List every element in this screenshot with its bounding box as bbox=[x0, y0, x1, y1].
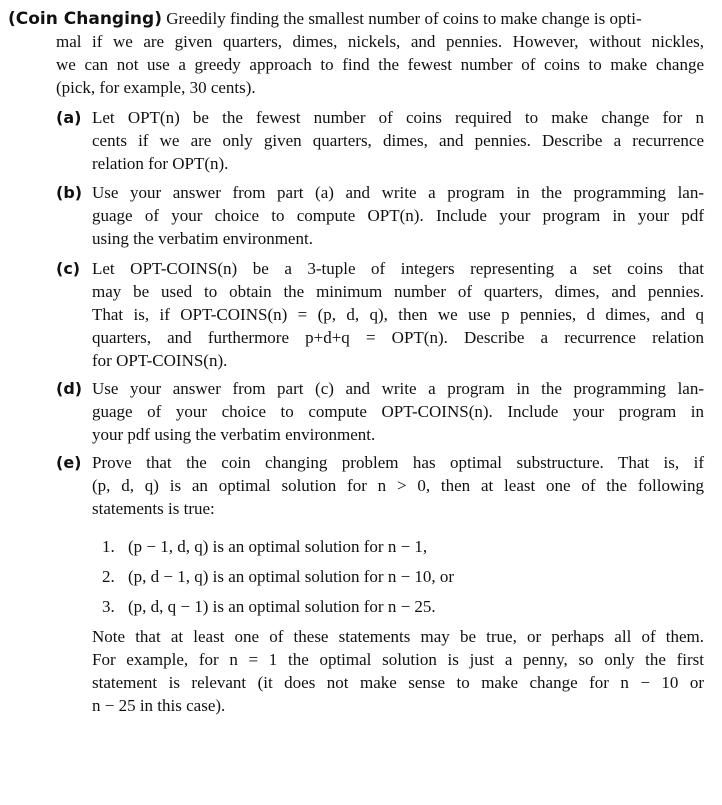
part-b-label: (b) bbox=[56, 183, 83, 202]
statement-1-text: (p − 1, d, q) is an optimal solution for n − 1, bbox=[128, 537, 428, 556]
part-d-label: (d) bbox=[56, 379, 83, 398]
part-d-line: guage of your choice to compute OPT-COINS(n). Include your program in bbox=[92, 402, 704, 421]
note-line: n − 25 in this case). bbox=[92, 696, 226, 715]
statement-1-number: 1. bbox=[102, 537, 115, 556]
statement-2-text: (p, d − 1, q) is an optimal solution for n − 10, or bbox=[128, 567, 455, 586]
part-e-line: statements is true: bbox=[92, 499, 215, 518]
part-c-line: for OPT-COINS(n). bbox=[92, 351, 228, 370]
part-b-line: using the verbatim environment. bbox=[92, 229, 313, 248]
part-a-label: (a) bbox=[56, 108, 82, 127]
part-a-line: Let OPT(n) be the fewest number of coins required to make change for n bbox=[92, 108, 704, 127]
part-c-line: Let OPT-COINS(n) be a 3-tuple of integers representing a set coins that bbox=[92, 259, 704, 278]
part-a-line: cents if we are only given quarters, dimes, and pennies. Describe a recurrence bbox=[92, 131, 704, 150]
note-line: Note that at least one of these statements may be true, or perhaps all of them. bbox=[92, 627, 704, 646]
part-c-line: quarters, and furthermore p+d+q = OPT(n). Describe a recurrence relation bbox=[92, 328, 704, 347]
part-a-line: relation for OPT(n). bbox=[92, 154, 229, 173]
part-b-line: guage of your choice to compute OPT(n). Include your program in your pdf bbox=[92, 206, 704, 225]
note-line: For example, for n = 1 the optimal solution is just a penny, so only the first bbox=[92, 650, 704, 669]
intro-line: we can not use a greedy approach to find the fewest number of coins to make change bbox=[56, 55, 704, 74]
problem-heading: (Coin Changing) bbox=[8, 9, 162, 29]
statement-2-number: 2. bbox=[102, 567, 115, 586]
problem-intro-line-1 bbox=[8, 8, 704, 30]
part-e-line: Prove that the coin changing problem has optimal substructure. That is, if bbox=[92, 453, 704, 472]
part-d-line: your pdf using the verbatim environment. bbox=[92, 425, 376, 444]
intro-line: (pick, for example, 30 cents). bbox=[56, 78, 256, 97]
intro-text: Greedily finding the smallest number of coins to make change is opti- bbox=[166, 9, 642, 28]
part-d-line: Use your answer from part (c) and write a program in the programming lan- bbox=[92, 379, 704, 398]
part-e-label: (e) bbox=[56, 453, 82, 472]
statement-3-text: (p, d, q − 1) is an optimal solution for n − 25. bbox=[128, 597, 436, 616]
note-line: statement is relevant (it does not make sense to make change for n − 10 or bbox=[92, 673, 704, 692]
intro-line: mal if we are given quarters, dimes, nickels, and pennies. However, without nickles, bbox=[56, 32, 704, 51]
part-c-label: (c) bbox=[56, 259, 81, 278]
part-c-line: may be used to obtain the minimum number of quarters, dimes, and pennies. bbox=[92, 282, 704, 301]
part-e-line: (p, d, q) is an optimal solution for n > 0, then at least one of the following bbox=[92, 476, 704, 495]
part-b-line: Use your answer from part (a) and write a program in the programming lan- bbox=[92, 183, 704, 202]
statement-3-number: 3. bbox=[102, 597, 115, 616]
part-c-line: That is, if OPT-COINS(n) = (p, d, q), then we use p pennies, d dimes, and q bbox=[92, 305, 704, 324]
